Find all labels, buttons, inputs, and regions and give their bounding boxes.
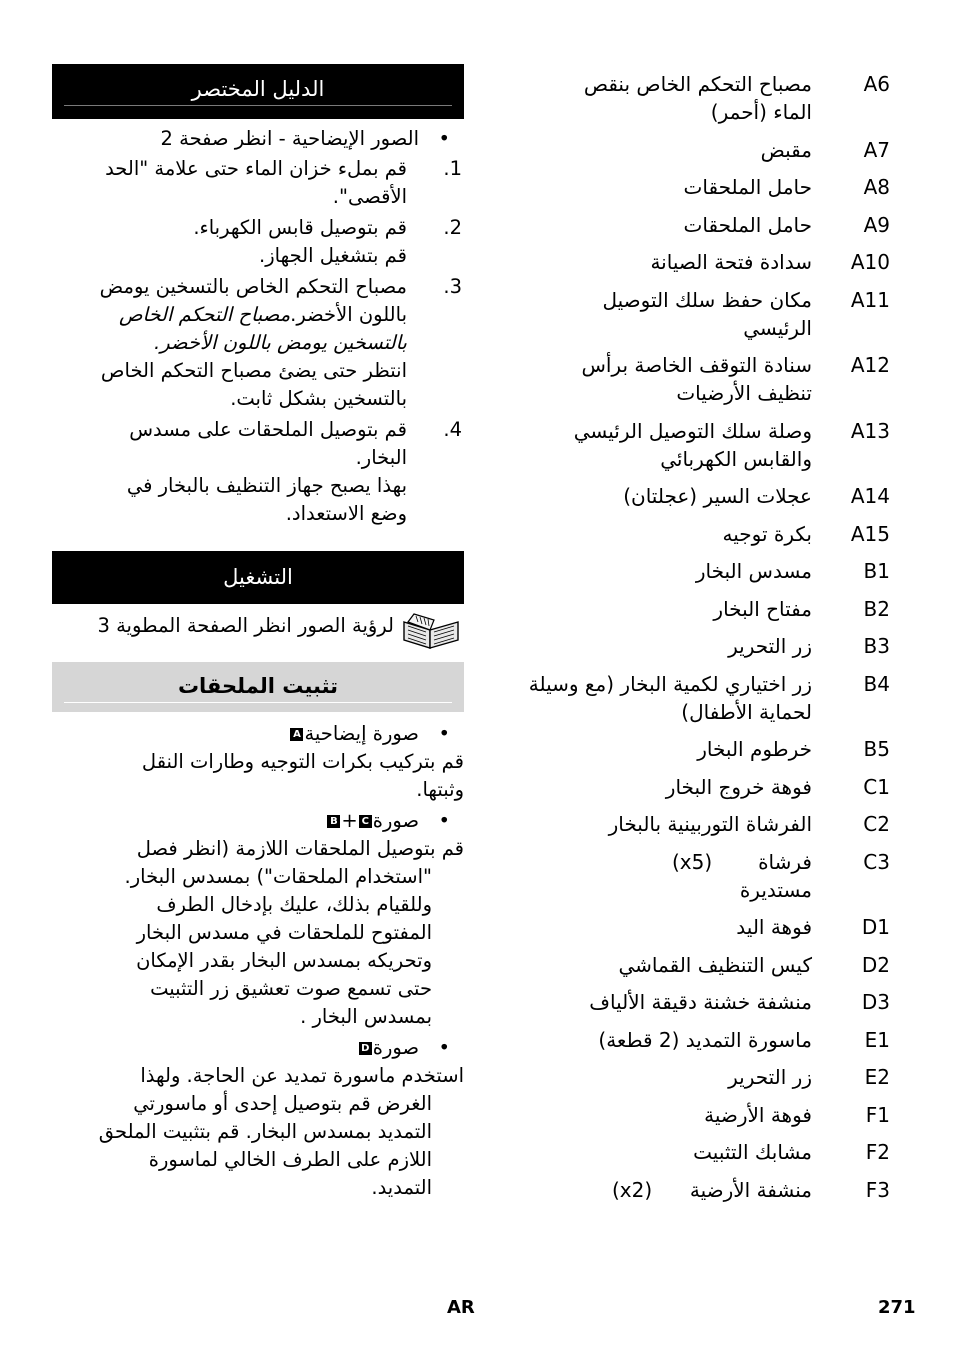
item-line: اللازم على الطرف الخالي لماسورة xyxy=(148,1148,432,1171)
bullet-dot: • xyxy=(438,1036,450,1059)
parts-list-item xyxy=(500,136,920,164)
step-line: مصباح التحكم الخاص بالتسخين يومض xyxy=(99,275,407,298)
part-code: A12 xyxy=(850,353,890,377)
section-title: الدليل المختصر xyxy=(191,77,325,101)
part-code: F1 xyxy=(865,1102,890,1127)
part-label: فوهة خروج البخار xyxy=(665,774,812,799)
book-icon xyxy=(400,610,464,658)
part-label: بكرة توجيه xyxy=(722,521,812,546)
part-code: B1 xyxy=(863,559,890,583)
step-line: الأقصى". xyxy=(332,185,407,208)
item-line: وتحريكه بمسدس البخار بقدر الإمكان xyxy=(136,949,432,972)
footer-language: AR xyxy=(447,1297,475,1318)
part-label: مشابك التثبيت xyxy=(693,1140,812,1164)
section-title: تثبيت الملحقات xyxy=(177,674,339,698)
step-line: بالتسخين بشكل ثابت. xyxy=(230,387,407,410)
parts-list-item xyxy=(500,557,920,585)
step-italic-line: بالتسخين يومض باللون الأخضر. xyxy=(154,331,407,354)
step-1 xyxy=(52,155,464,211)
figure-key-b: B xyxy=(327,815,340,828)
parts-list-item xyxy=(500,595,920,623)
parts-list-item xyxy=(500,1176,920,1204)
part-label: ماسورة التمديد (2 قطعة) xyxy=(598,1027,812,1052)
item-line: قم بتوصيل الملحقات اللازمة (انظر فصل xyxy=(136,837,464,860)
part-code: C2 xyxy=(863,812,890,836)
step-line: باللون الأخضر. xyxy=(290,303,407,326)
part-code: E2 xyxy=(864,1065,890,1089)
parts-list-item xyxy=(500,482,920,510)
part-code: E1 xyxy=(864,1027,890,1052)
parts-list-item xyxy=(500,988,920,1016)
part-code: A10 xyxy=(850,250,890,274)
parts-list-item xyxy=(500,248,920,276)
part-label: وصلة سلك التوصيل الرئيسي xyxy=(573,418,812,443)
part-label: تنظيف الأرضيات xyxy=(676,381,812,405)
item-line: الغرض قم بتوصيل إحدى أو ماسورتي xyxy=(133,1092,432,1115)
item-line: المفتوح للملحقات في مسدس البخار xyxy=(136,921,432,944)
step-4 xyxy=(52,416,464,528)
step-line: قم بتوصيل قابس الكهرباء. xyxy=(193,216,407,239)
part-label: عجلات السير (عجلتان) xyxy=(623,484,812,508)
figure-label: صورة xyxy=(372,1036,419,1059)
parts-list-item xyxy=(500,913,920,941)
bullet-dot: • xyxy=(438,127,450,150)
part-code: B5 xyxy=(863,737,890,761)
parts-list-item xyxy=(500,70,920,126)
part-code: C1 xyxy=(863,774,890,799)
step-number: .1 xyxy=(443,157,462,180)
part-code: D3 xyxy=(861,990,890,1014)
part-code: A8 xyxy=(863,175,890,199)
part-quantity: (x5) xyxy=(672,849,713,874)
part-label: والقابس الكهربائي xyxy=(660,446,812,471)
step-number: .4 xyxy=(443,418,462,441)
part-label: فوهة الأرضية xyxy=(704,1102,812,1127)
item-line: قم بتركيب بكرات التوجيه وطارات النقل xyxy=(141,750,464,773)
figure-key-a: A xyxy=(290,728,303,741)
part-label: سدادة فتحة الصيانة xyxy=(650,250,812,274)
step-line: قم بتوصيل الملحقات على مسدس xyxy=(129,418,407,441)
part-label: مستديرة xyxy=(739,877,812,902)
part-label: حامل الملحقات xyxy=(683,175,812,199)
part-label: مسدس البخار xyxy=(695,559,812,583)
section-title: التشغيل xyxy=(223,565,293,589)
part-code: F3 xyxy=(865,1177,890,1202)
section-header-quick-guide xyxy=(52,64,464,118)
figure-key-plus: + xyxy=(341,809,358,832)
part-label: الماء (أحمر) xyxy=(710,100,812,124)
accessory-item-a xyxy=(64,720,464,804)
part-code: B4 xyxy=(863,671,890,696)
part-code: A7 xyxy=(863,137,890,162)
step-3 xyxy=(52,273,464,413)
part-label: مصباح التحكم الخاص بنقص xyxy=(583,72,812,96)
parts-list-item xyxy=(500,351,920,407)
part-label: حامل الملحقات xyxy=(683,212,812,237)
part-code: A15 xyxy=(850,521,890,546)
note-text: لرؤية الصور انظر الصفحة المطوية 3 xyxy=(97,614,394,637)
part-label: منشفة خشنة دقيقة الألياف xyxy=(589,990,812,1014)
part-label: مفتاح البخار xyxy=(713,596,812,621)
bullet-item xyxy=(52,125,464,153)
parts-list-item xyxy=(500,1101,920,1129)
step-line: قم بتشغيل الجهاز. xyxy=(259,244,407,267)
header-rule xyxy=(64,702,452,703)
part-label: كيس التنظيف القماشي xyxy=(618,952,812,977)
step-number: .2 xyxy=(443,216,462,239)
parts-list-item xyxy=(500,670,920,726)
parts-list-item xyxy=(500,1138,920,1166)
parts-list-item xyxy=(500,417,920,473)
header-rule xyxy=(64,105,452,106)
parts-list xyxy=(500,70,920,1213)
parts-list-item xyxy=(500,211,920,239)
accessory-item-d xyxy=(64,1034,464,1202)
accessory-item-bc xyxy=(64,807,464,1031)
step-line: انتظر حتى يضئ مصباح التحكم الخاص xyxy=(100,359,407,382)
part-label: زر التحرير xyxy=(728,634,812,658)
item-line: بمسدس البخار . xyxy=(300,1005,432,1028)
figure-key-c: C xyxy=(359,815,372,828)
part-code: C3 xyxy=(863,849,890,874)
step-line: وضع الاستعداد. xyxy=(285,502,407,525)
part-label: الرئيسي xyxy=(743,315,812,340)
figure-label: صورة xyxy=(372,809,419,832)
item-line: استخدم ماسورة تمديد عن الحاجة. ولهذا xyxy=(140,1064,464,1087)
step-line: البخار. xyxy=(355,446,407,469)
step-line: بهذا يصبح جهاز التنظيف بالبخار في xyxy=(126,474,407,497)
item-line: "استخدام الملحقات") بمسدس البخار. xyxy=(124,865,432,888)
bullet-dot: • xyxy=(438,809,450,832)
part-label: مقبض xyxy=(760,137,812,162)
figure-label: صورة إيضاحية xyxy=(304,722,419,745)
figure-key-d: D xyxy=(359,1042,372,1055)
parts-list-item xyxy=(500,286,920,342)
part-code: D2 xyxy=(861,952,890,977)
part-code: A13 xyxy=(850,418,890,443)
parts-list-item xyxy=(500,848,920,904)
bullet-dot: • xyxy=(438,722,450,745)
part-label: مكان حفظ سلك التوصيل xyxy=(602,287,812,312)
item-line: التمديد. xyxy=(371,1176,432,1199)
part-label: الفرشاة التوربينية بالبخار xyxy=(608,812,812,836)
parts-list-item xyxy=(500,1063,920,1091)
parts-list-item xyxy=(500,735,920,763)
item-line: التمديد بمسدس البخار. قم بتثبيت الملحق xyxy=(98,1120,432,1143)
section-header-operation xyxy=(52,552,464,604)
fold-out-note xyxy=(52,610,464,662)
part-code: A11 xyxy=(850,287,890,312)
step-italic-line: مصباح التحكم الخاص xyxy=(118,303,291,326)
part-label: فرشاة xyxy=(758,849,812,874)
parts-list-item xyxy=(500,173,920,201)
parts-list-item xyxy=(500,632,920,660)
part-label: زر التحرير xyxy=(728,1065,812,1089)
step-2 xyxy=(52,214,464,270)
part-code: A9 xyxy=(863,212,890,237)
item-line: حتى تسمع صوت تعشيق زر التثبيت xyxy=(150,977,432,1000)
part-label: خرطوم البخار xyxy=(697,737,812,761)
part-label: سنادة التوقف الخاصة برأس xyxy=(581,353,812,377)
part-label: فوهة اليد xyxy=(736,915,812,939)
part-code: D1 xyxy=(861,915,890,939)
parts-list-item xyxy=(500,773,920,801)
part-code: B3 xyxy=(863,634,890,658)
part-quantity: (x2) xyxy=(612,1177,653,1202)
part-code: A6 xyxy=(863,72,890,96)
parts-list-item xyxy=(500,520,920,548)
item-line: وللقيام بذلك، عليك بإدخال الطرف xyxy=(156,893,432,916)
part-label: منشفة الأرضية xyxy=(689,1177,812,1202)
page-number: 271 xyxy=(878,1297,916,1318)
bullet-text: الصور الإيضاحية - انظر صفحة 2 xyxy=(160,127,419,150)
part-code: F2 xyxy=(865,1140,890,1164)
part-code: A14 xyxy=(850,484,890,508)
part-label: لحماية الأطفال) xyxy=(681,699,812,724)
part-code: B2 xyxy=(863,596,890,621)
header-underline xyxy=(52,118,464,119)
item-line: وثبتها. xyxy=(416,778,464,801)
step-number: .3 xyxy=(443,275,462,298)
parts-list-item xyxy=(500,810,920,838)
section-header-accessories xyxy=(52,662,464,712)
parts-list-item xyxy=(500,1026,920,1054)
part-label: زر اختياري لكمية البخار (مع وسيلة xyxy=(528,671,812,696)
step-line: قم بملء خزان الماء حتى علامة "الحد xyxy=(105,157,407,180)
parts-list-item xyxy=(500,951,920,979)
